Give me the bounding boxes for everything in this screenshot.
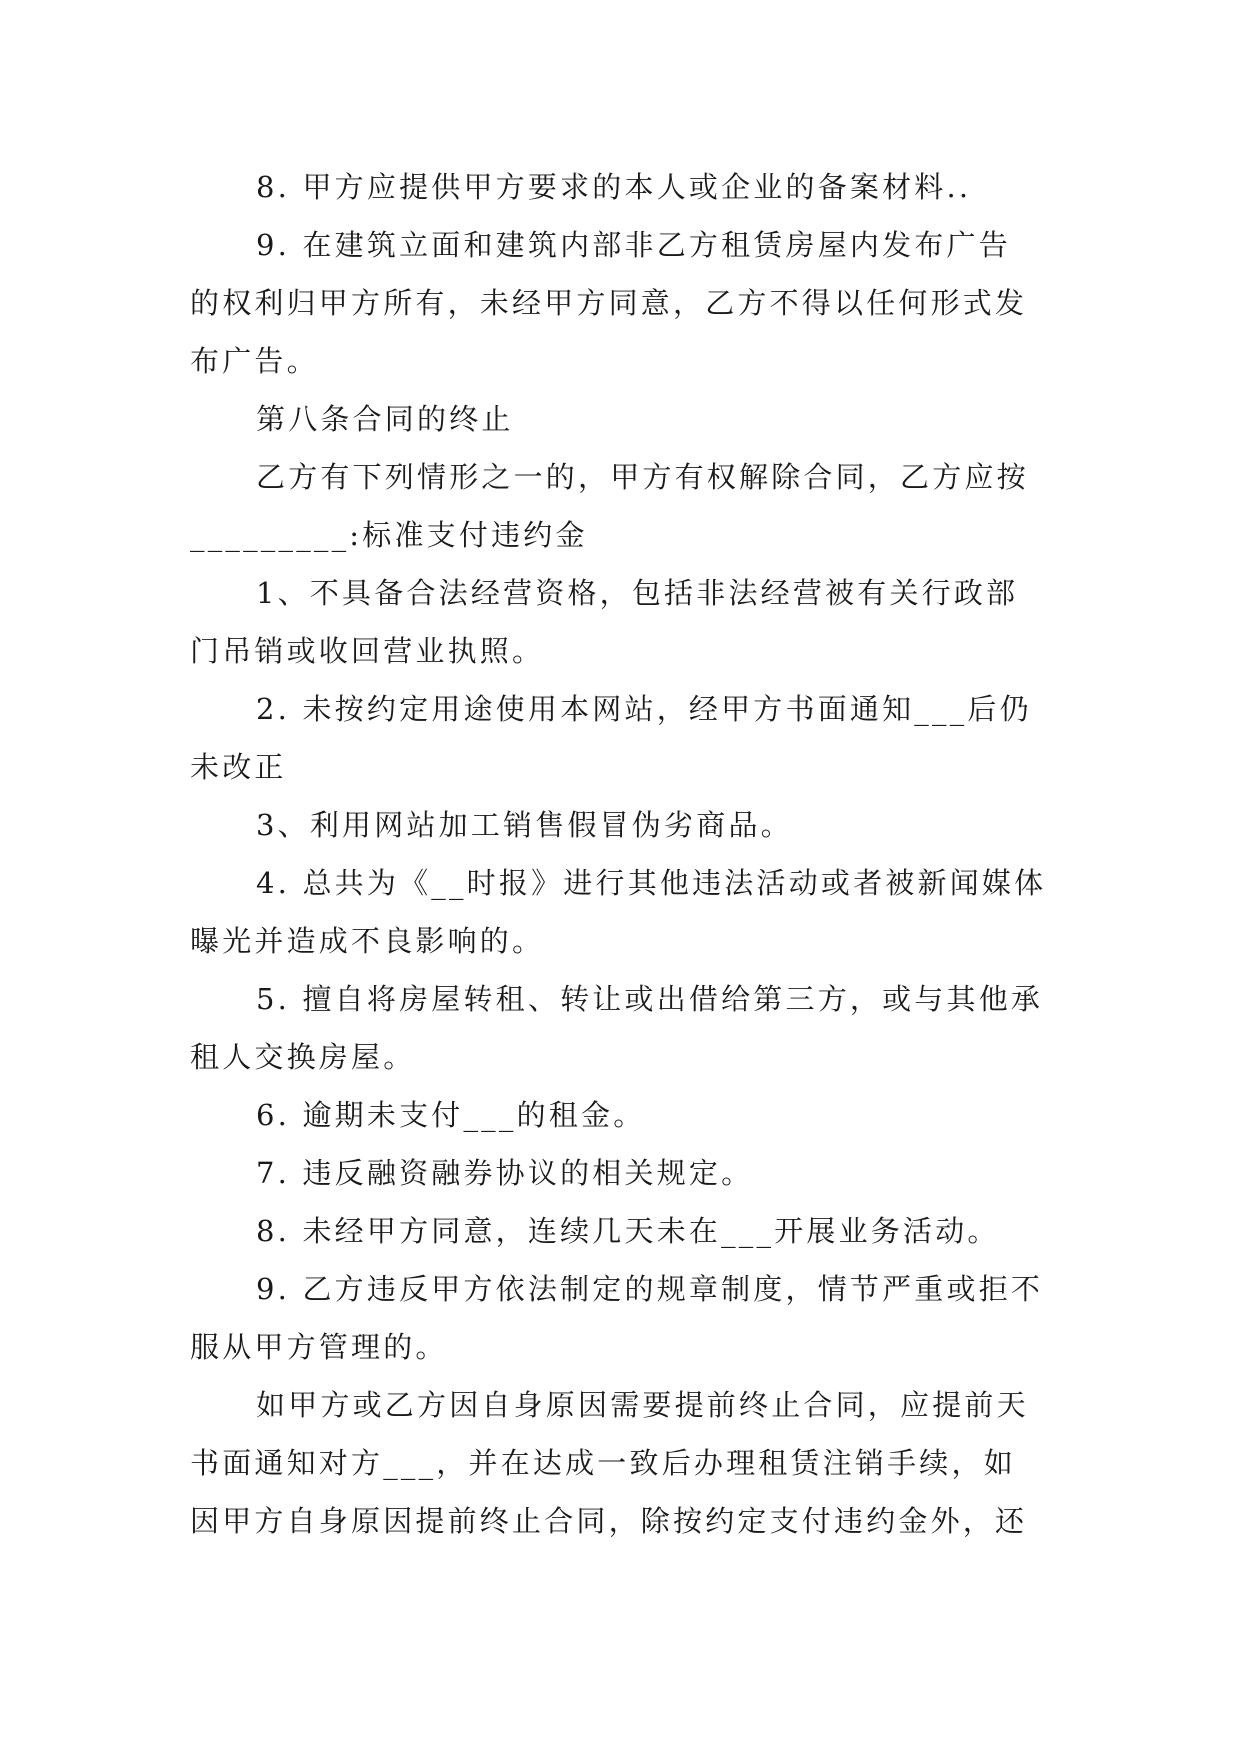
item-8: 8. 未经甲方同意，连续几天未在___开展业务活动。 xyxy=(256,1214,1000,1248)
early-termination-line-3: 因甲方自身原因提前终止合同，除按约定支付违约金外，还 xyxy=(190,1504,1028,1538)
item-5-line-1: 5. 擅自将房屋转租、转让或出借给第三方，或与其他承 xyxy=(256,982,1044,1016)
item-6: 6. 逾期未支付___的租金。 xyxy=(256,1098,646,1132)
article-8-heading: 第八条合同的终止 xyxy=(256,402,514,436)
item-9-line-1: 9. 乙方违反甲方依法制定的规章制度，情节严重或拒不 xyxy=(256,1272,1044,1306)
early-termination-line-1: 如甲方或乙方因自身原因需要提前终止合同，应提前天 xyxy=(256,1388,1029,1422)
early-termination-line-2: 书面通知对方___，并在达成一致后办理租赁注销手续，如 xyxy=(190,1446,1016,1480)
document-body xyxy=(190,158,1050,1550)
termination-intro-line-1: 乙方有下列情形之一的，甲方有权解除合同，乙方应按 xyxy=(256,460,1029,494)
item-4-line-2: 曝光并造成不良影响的。 xyxy=(190,924,545,958)
item-5-line-2: 租人交换房屋。 xyxy=(190,1040,416,1074)
clause-9-advertising-line-3: 布广告。 xyxy=(190,344,319,378)
item-2-line-2: 未改正 xyxy=(190,750,287,784)
item-2-line-1: 2. 未按约定用途使用本网站，经甲方书面通知___后仍 xyxy=(256,692,1032,726)
item-1-line-1: 1、不具备合法经营资格，包括非法经营被有关行政部 xyxy=(256,576,1019,610)
item-4-line-1: 4. 总共为《__时报》进行其他违法活动或者被新闻媒体 xyxy=(256,866,1047,900)
item-1-line-2: 门吊销或收回营业执照。 xyxy=(190,634,545,668)
clause-9-advertising-line-1: 9. 在建筑立面和建筑内部非乙方租赁房屋内发布广告 xyxy=(256,228,1011,262)
item-9-line-2: 服从甲方管理的。 xyxy=(190,1330,448,1364)
item-3: 3、利用网站加工销售假冒伪劣商品。 xyxy=(256,808,793,842)
clause-8-provide-materials: 8. 甲方应提供甲方要求的本人或企业的备案材料.. xyxy=(256,170,972,204)
item-7: 7. 违反融资融券协议的相关规定。 xyxy=(256,1156,754,1190)
clause-9-advertising-line-2: 的权利归甲方所有，未经甲方同意，乙方不得以任何形式发 xyxy=(190,286,1028,320)
termination-intro-line-2: _________:标准支付违约金 xyxy=(190,518,588,552)
